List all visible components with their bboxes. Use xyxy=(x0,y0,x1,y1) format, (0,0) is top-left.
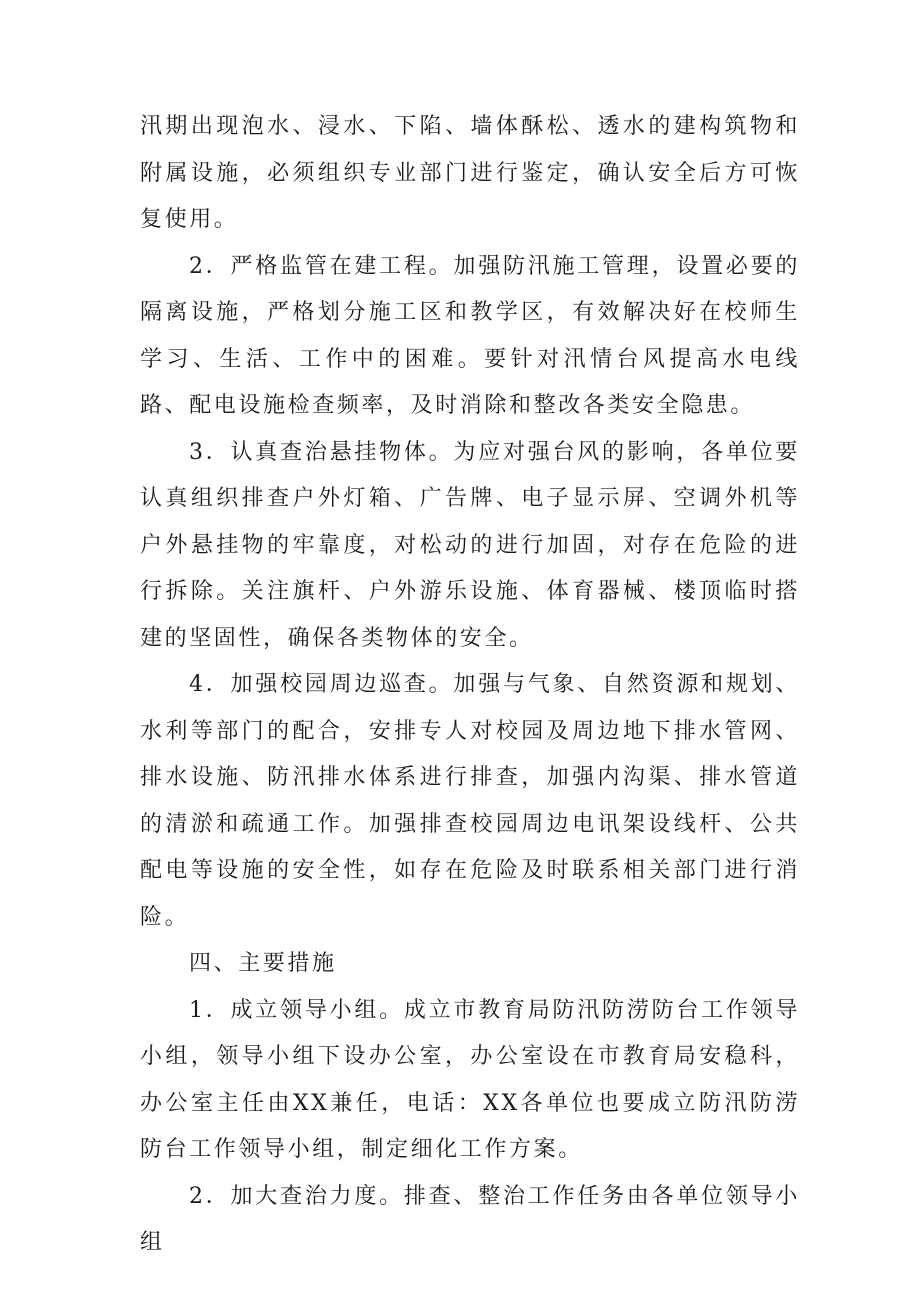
section-heading-main-measures: 四、主要措施 xyxy=(189,951,337,976)
paragraph-item-4-perimeter: 4．加强校园周边巡查。加强与气象、自然资源和规划、水利等部门的配合，安排专人对校园及周边地下排水管网、排水设施、防汛排水体系进行排查，加强内沟渠、排水管道的清淤和疏通工作。加强排查校园周边电讯架设线杆、公共配电等设施的安全性，如存在危险及时联系相关部门进行消险。 xyxy=(140,672,800,930)
paragraph-measure-1-leadership: 1．成立领导小组。成立市教育局防汛防涝防台工作领导小组，领导小组下设办公室，办公室设在市教育局安稳科，办公室主任由XX兼任，电话：XX各单位也要成立防汛防涝防台工作领导小组，制定细化工作方案。 xyxy=(140,997,800,1162)
paragraph-item-2-construction: 2．严格监管在建工程。加强防汛施工管理，设置必要的隔离设施，严格划分施工区和教学区，有效解决好在校师生学习、生活、工作中的困难。要针对汛情台风提高水电线路、配电设施检查频率，及时消除和整改各类安全隐患。 xyxy=(140,253,800,418)
paragraph-item-3-hanging: 3．认真查治悬挂物体。为应对强台风的影响，各单位要认真组织排查户外灯箱、广告牌、电子显示屏、空调外机等户外悬挂物的牢靠度，对松动的进行加固，对存在危险的进行拆除。关注旗杆、户外游乐设施、体育器械、楼顶临时搭建的坚固性，确保各类物体的安全。 xyxy=(140,439,800,651)
paragraph-measure-2-intensify: 2．加大查治力度。排查、整治工作任务由各单位领导小组 xyxy=(140,1183,800,1255)
document-body xyxy=(140,104,800,1267)
paragraph-continuation: 汛期出现泡水、浸水、下陷、墙体酥松、透水的建构筑物和附属设施，必须组织专业部门进行鉴定，确认安全后方可恢复使用。 xyxy=(140,114,800,232)
